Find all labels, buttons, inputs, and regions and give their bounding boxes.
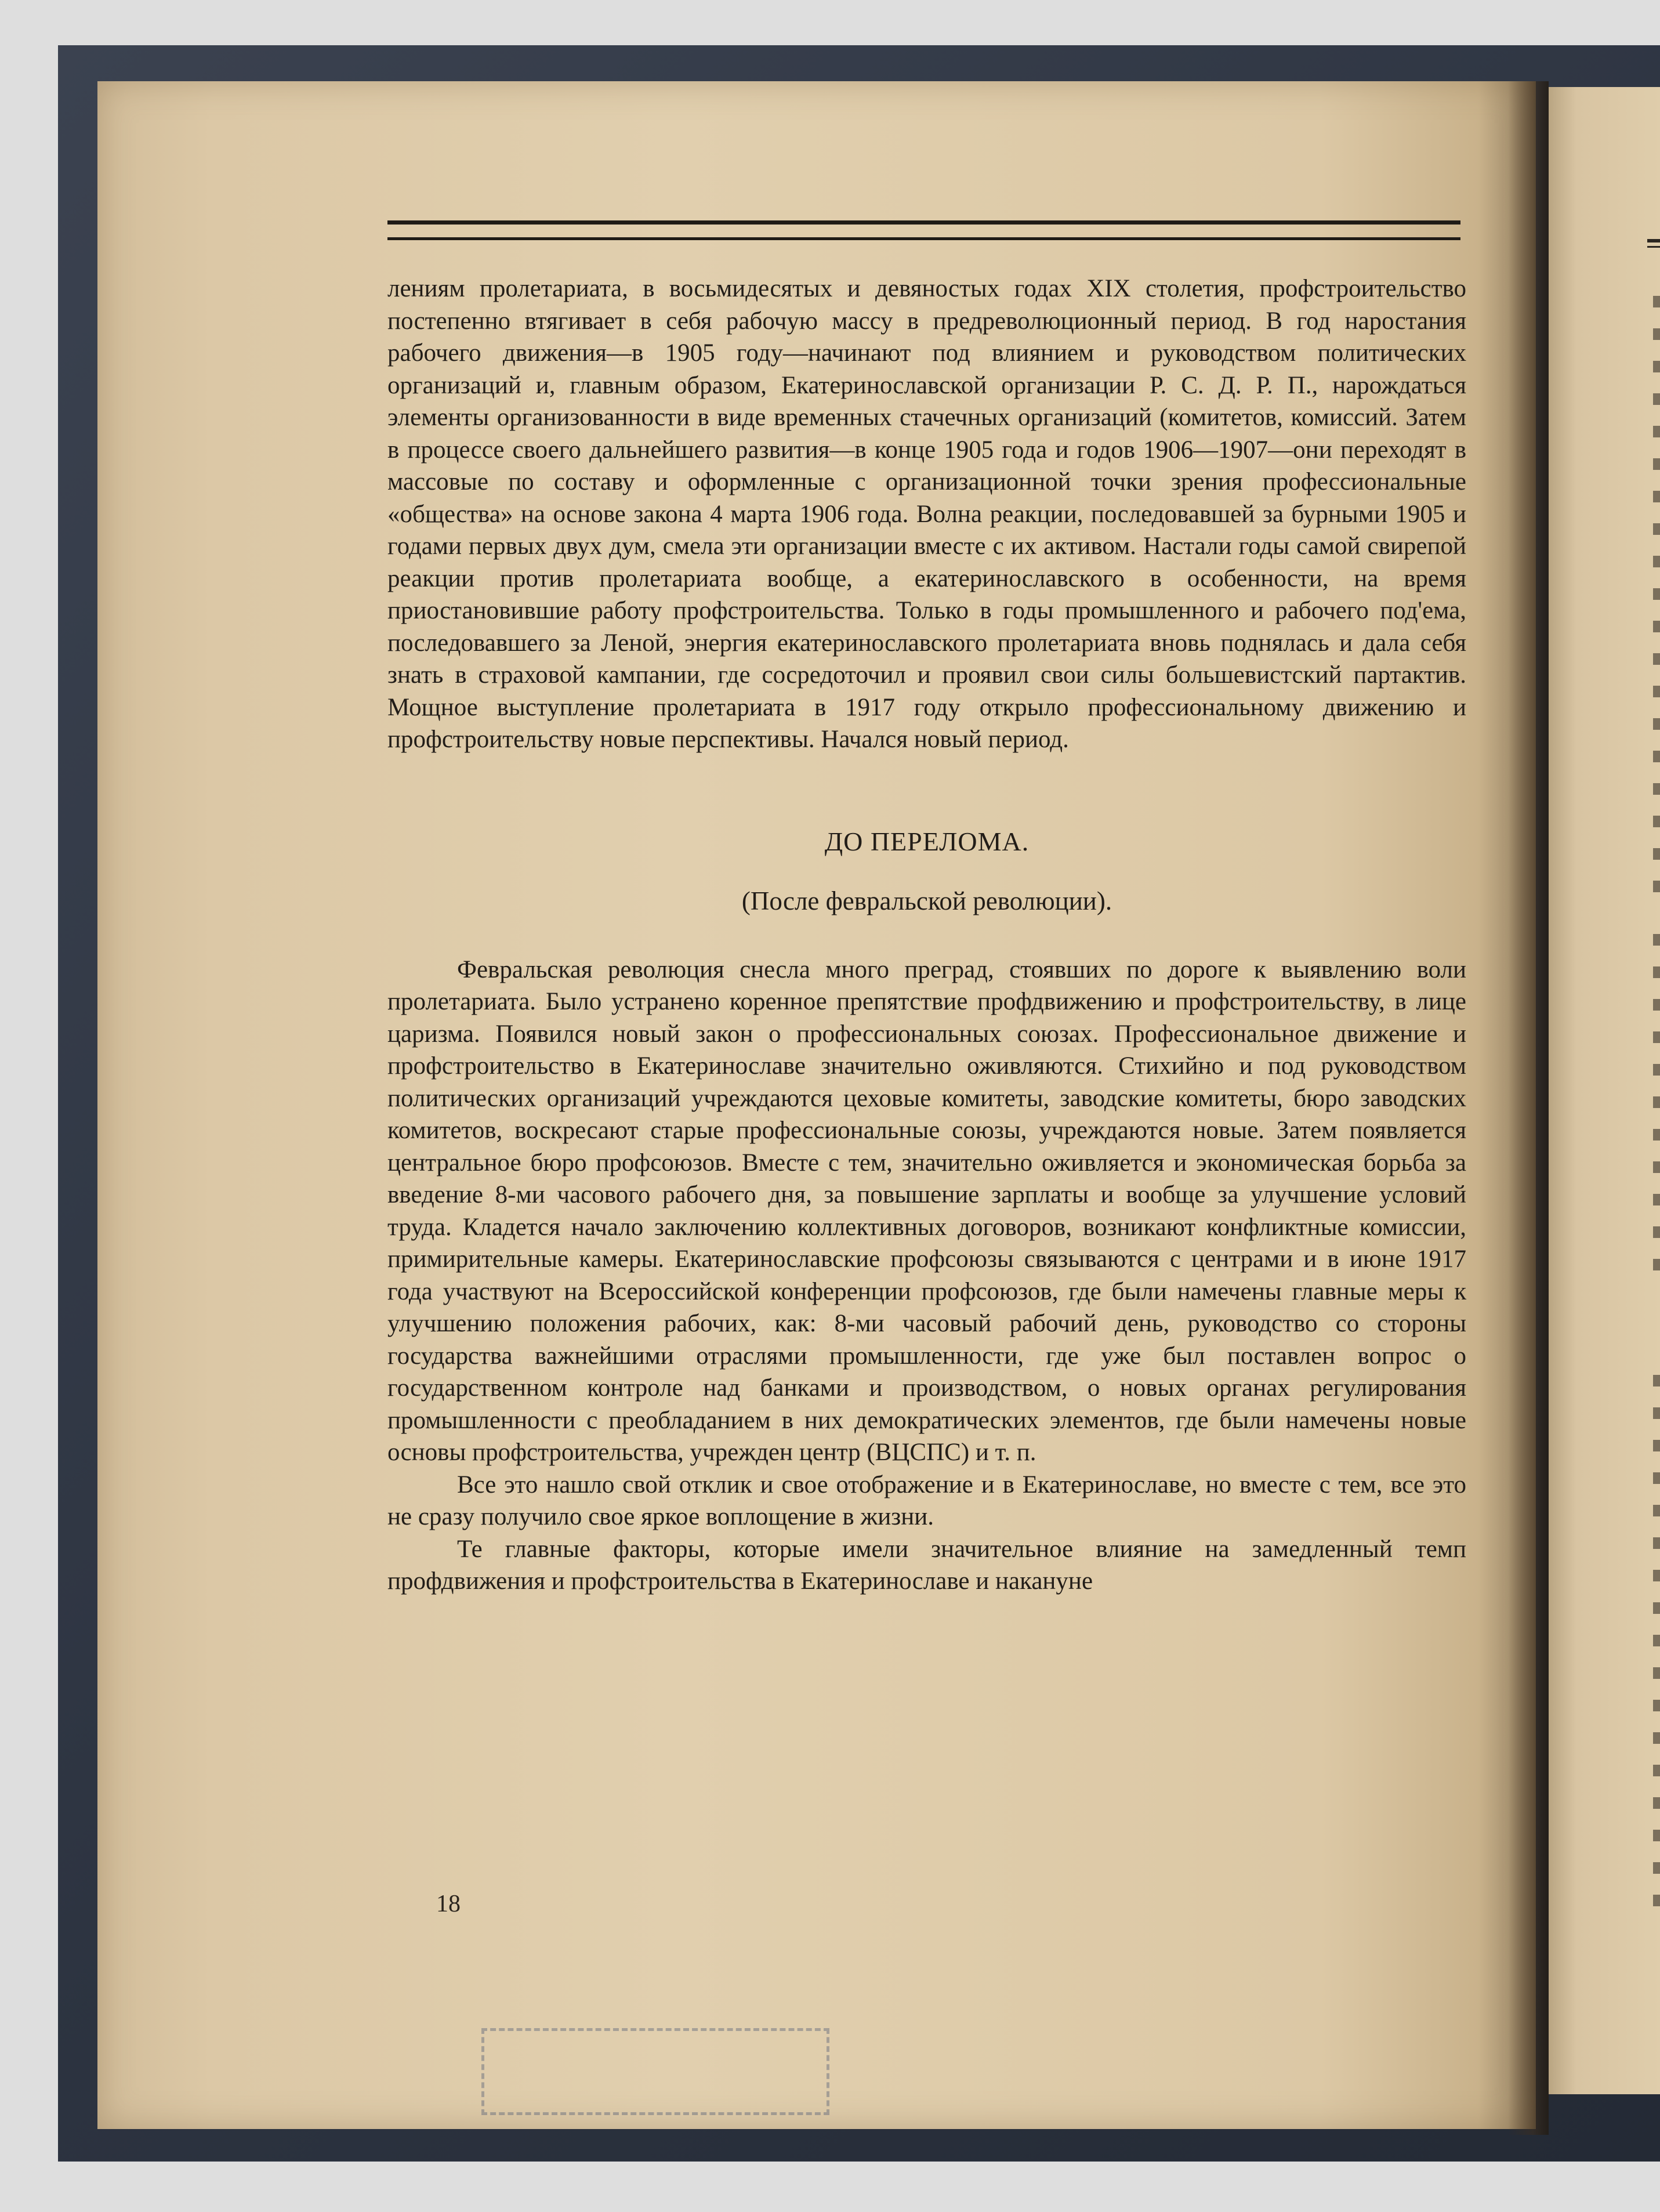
next-page-text-fragment xyxy=(1653,1194,1660,1205)
next-page-text-fragment xyxy=(1653,999,1660,1011)
next-page-text-fragment xyxy=(1653,1031,1660,1043)
next-page-edge xyxy=(1549,87,1660,2094)
section-title: ДО ПЕРЕЛОМА. xyxy=(824,826,1030,856)
section-subtitle: (После февральской революции). xyxy=(741,886,1112,915)
next-page-text-fragment xyxy=(1653,1407,1660,1419)
next-page-text-fragment xyxy=(1653,361,1660,372)
next-page-text-fragment xyxy=(1653,848,1660,860)
next-page-text-fragment xyxy=(1653,718,1660,730)
next-page-text-fragment xyxy=(1653,1570,1660,1581)
next-page-text-fragment xyxy=(1653,1895,1660,1906)
next-page-text-fragment xyxy=(1653,816,1660,827)
next-page-text-fragment xyxy=(1653,556,1660,567)
next-page-text-fragment xyxy=(1653,1602,1660,1614)
next-page-text-fragment xyxy=(1653,1667,1660,1679)
next-page-text-fragment xyxy=(1653,966,1660,978)
page-gutter-shadow xyxy=(1508,81,1549,2135)
next-page-text-fragment xyxy=(1653,491,1660,502)
next-page-text-fragment xyxy=(1653,1226,1660,1238)
next-page-text-fragment xyxy=(1653,881,1660,892)
next-page-text-fragment xyxy=(1653,1505,1660,1516)
next-page-text-fragment xyxy=(1653,1064,1660,1076)
next-page-text-fragment xyxy=(1653,1096,1660,1108)
next-page-text-fragment xyxy=(1653,1797,1660,1809)
next-page-text-fragment xyxy=(1653,1765,1660,1776)
next-page-rule xyxy=(1647,239,1660,248)
next-page-text-fragment xyxy=(1653,783,1660,795)
next-page-text-fragment xyxy=(1653,751,1660,762)
next-page-text-fragment xyxy=(1653,458,1660,470)
next-page-text-fragment xyxy=(1653,621,1660,632)
next-page-text-fragment xyxy=(1653,328,1660,340)
page-text xyxy=(387,273,1466,1598)
next-page-text-fragment xyxy=(1653,1537,1660,1549)
next-page-text-fragment xyxy=(1653,686,1660,697)
next-page-text-fragment xyxy=(1653,426,1660,437)
next-page-text-fragment xyxy=(1653,393,1660,405)
next-page-text-fragment xyxy=(1653,1700,1660,1711)
next-page-text-fragment xyxy=(1653,1830,1660,1841)
paragraph-1: Февральская революция снесла много преград, стоявших по дороге к выявлению воли пролетариата. Было устранено коренное препятствие профдвижению и профстроительству, в лице царизма. Появился новый закон о профессиональных союзах. Профессиональное движение и профстроительство в Екатеринославе значительно оживляются. Стихийно и под руководством политических организаций учреждаются цеховые комитеты, заводские комитеты, бюро заводских комитетов, воскресают старые профессиональные союзы, учреждаются новые. Затем появляется центральное бюро профсоюзов. Вместе с тем, значительно оживляется и экономическая борьба за введение 8-ми часового рабочего дня, за повышение зарплаты и вообще за улучшение условий труда. Кладется начало заключению коллективных договоров, возникают конфликтные комиссии, примирительные камеры. Екатеринославские профсоюзы связываются с центрами и в июне 1917 года участвуют на Всероссийской конференции профсоюзов, где были намечены главные меры к улучшению положения рабочих, как: 8-ми часовый рабочий день, руководство со стороны государства важнейшими отраслями промышленности, где уже был поставлен вопрос о государственном контроле над банками и производством, о новых органах регулирования промышленности с преобладанием в них демократических элементов, где были намечены новые основы профстроительства, учрежден центр (ВЦСПС) и т. п. xyxy=(387,955,1466,1466)
header-double-rule xyxy=(387,220,1460,240)
next-page-text-fragment xyxy=(1653,1129,1660,1141)
next-page-text-fragment xyxy=(1653,1440,1660,1451)
intro-paragraph: лениям пролетариата, в восьмидесятых и девяностых годах XIX столетия, профстроительство постепенно втягивает в себя рабочую массу в предреволюционный период. В год наростания рабочего движения—в 1905 году—начинают под влиянием и руководством политических организаций и, главным образом, Екатеринославской организации Р. С. Д. Р. П., нарождаться элементы организованности в виде временных стачечных организаций (комитетов, комиссий. Затем в процессе своего дальнейшего развития—в конце 1905 года и годов 1906—1907—они переходят в массовые по составу и оформленные с организационной точки зрения профессиональные «общества» на основе закона 4 марта 1906 года. Волна реакции, последовавшей за бурными 1905 и годами первых двух дум, смела эти организации вместе с их активом. Настали годы самой свирепой реакции против пролетариата вообще, а екатеринославского в особенности, на время приостановившие работу профстроительства. Только в годы промышленного и рабочего под'ема, последовавшего за Леной, энергия екатеринославского пролетариата вновь поднялась и дала себя знать в страховой кампании, где сосредоточил и проявил свои силы большевистский партактив. Мощное выступление пролетариата в 1917 году открыло профессиональному движению и профстроительству новые перспективы. Начался новый период. xyxy=(387,275,1466,753)
paragraph-3: Те главные факторы, которые имели значительное влияние на замедленный темп профдвижения и профстроительства в Екатеринославе и накануне xyxy=(387,1535,1466,1595)
next-page-text-fragment xyxy=(1653,1472,1660,1484)
next-page-text-fragment xyxy=(1653,653,1660,665)
next-page-text-fragment xyxy=(1653,1732,1660,1744)
next-page-text-fragment xyxy=(1653,1259,1660,1270)
library-stamp xyxy=(481,2028,829,2115)
next-page-text-fragment xyxy=(1653,1161,1660,1173)
next-page-text-fragment xyxy=(1653,296,1660,307)
next-page-text-fragment xyxy=(1653,1635,1660,1646)
paragraph-2: Все это нашло свой отклик и свое отображение и в Екатеринославе, но вместе с тем, все это не сразу получило свое яркое воплощение в жизни. xyxy=(387,1471,1466,1530)
page-number: 18 xyxy=(436,1891,461,1917)
next-page-text-fragment xyxy=(1653,588,1660,600)
next-page-text-fragment xyxy=(1653,523,1660,535)
next-page-text-fragment xyxy=(1653,934,1660,946)
next-page-text-fragment xyxy=(1653,1375,1660,1386)
next-page-text-fragment xyxy=(1653,1862,1660,1874)
